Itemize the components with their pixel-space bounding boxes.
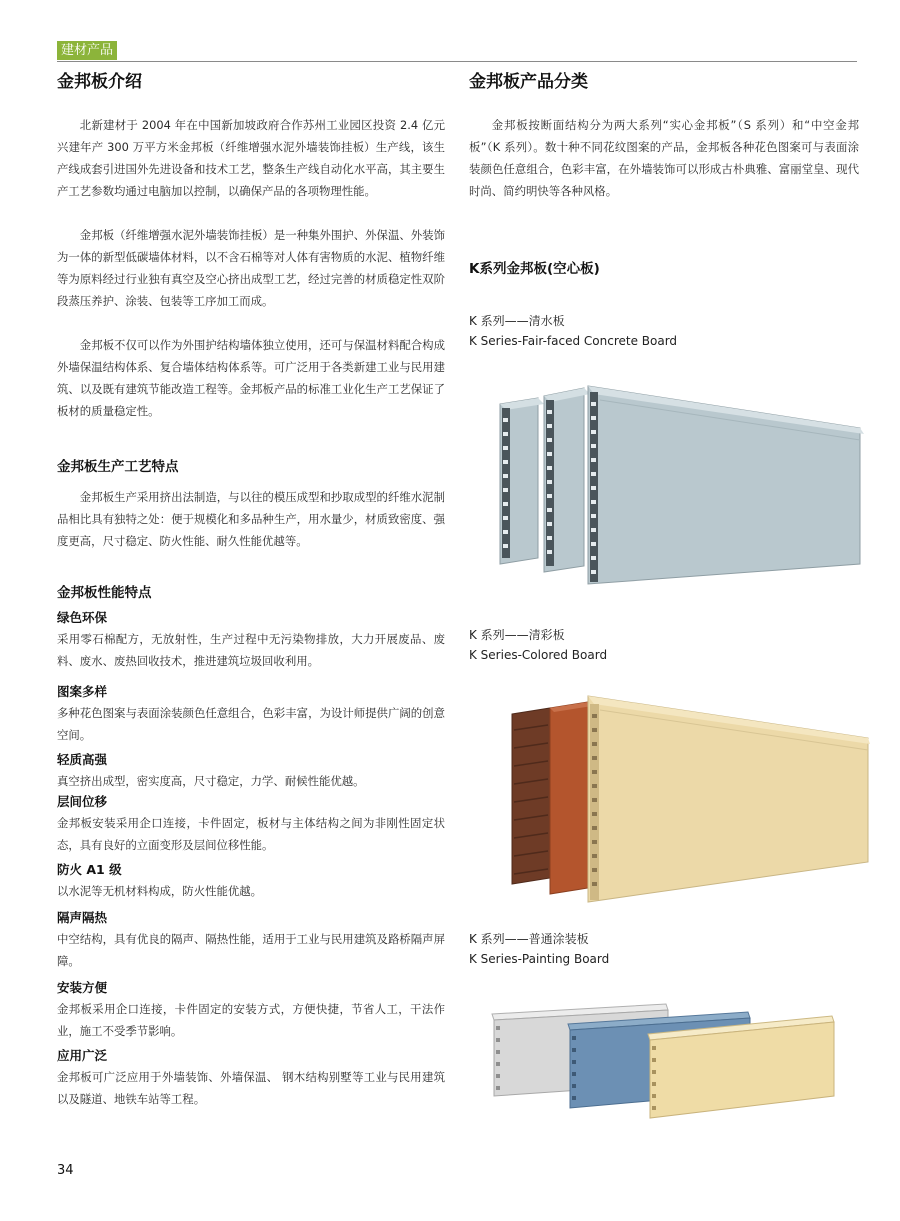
feature-title: 安装方便 — [57, 980, 108, 995]
feature-title: 防火 A1 级 — [57, 862, 122, 877]
process-paragraph: 金邦板生产采用挤出法制造，与以往的模压成型和抄取成型的纤维水泥制品相比具有独特之处：便于规模化和多品种生产，用水量少，材质致密度、强度更高，尺寸稳定、防火性能、耐久性能优越等。 — [57, 490, 445, 548]
product-name-en: K Series-Painting Board — [469, 952, 610, 966]
category-title: 金邦板产品分类 — [469, 72, 588, 92]
performance-title: 金邦板性能特点 — [57, 585, 152, 601]
board-panel — [588, 696, 870, 902]
product-name-en: K Series-Fair-faced Concrete Board — [469, 334, 678, 348]
feature-item — [57, 608, 445, 672]
product-name-en: K Series-Colored Board — [469, 648, 608, 662]
product-name-cn: K 系列——普通涂装板 — [469, 932, 589, 946]
board-panel — [512, 708, 550, 884]
intro-paragraph-2: 金邦板（纤维增强水泥外墙装饰挂板）是一种集外围护、外保温、外装饰为一体的新型低碳墙体材料，以不含石棉等对人体有害物质的水泥、植物纤维等为原料经过行业独有真空及空心挤出成型工艺，经过完善的材质稳定性双阶段蒸压养护、涂装、包装等工序加工而成。 — [57, 228, 445, 308]
fair-faced-board-illustration — [490, 378, 870, 590]
colored-board-illustration — [508, 692, 873, 904]
page-number: 34 — [57, 1163, 74, 1178]
feature-text: 真空挤出成型，密实度高，尺寸稳定，力学、耐候性能优越。 — [57, 774, 365, 788]
feature-item — [57, 978, 445, 1042]
feature-text: 以水泥等无机材料构成，防火性能优越。 — [57, 884, 263, 898]
feature-title: 轻质高强 — [57, 752, 108, 767]
feature-text: 多种花色图案与表面涂装颜色任意组合，色彩丰富，为设计师提供广阔的创意空间。 — [57, 706, 445, 742]
painting-board-illustration — [488, 1000, 838, 1122]
feature-text: 金邦板安装采用企口连接，卡件固定，板材与主体结构之间为非刚性固定状态，具有良好的立面变形及层间位移性能。 — [57, 816, 445, 852]
feature-title: 应用广泛 — [57, 1048, 108, 1063]
product-caption-colored — [469, 625, 607, 665]
feature-text: 中空结构，具有优良的隔声、隔热性能，适用于工业与民用建筑及路桥隔声屏障。 — [57, 932, 445, 968]
board-panel — [500, 398, 544, 564]
intro-paragraph-1: 北新建材于 2004 年在中国新加坡政府合作苏州工业园区投资 2.4 亿元兴建年产 300 万平方米金邦板（纤维增强水泥外墙装饰挂板）生产线，该生产线成套引进国外先进设备和技术工艺，整条生产线自动化水平高，其主要生产工艺参数均通过电脑加以控制，以确保产品的各项物理性能。 — [57, 118, 445, 198]
header-bar — [57, 41, 857, 62]
feature-item — [57, 860, 445, 902]
process-title: 金邦板生产工艺特点 — [57, 459, 179, 475]
feature-item — [57, 792, 445, 856]
intro-title: 金邦板介绍 — [57, 72, 142, 92]
feature-item — [57, 1046, 445, 1110]
product-name-cn: K 系列——清水板 — [469, 314, 565, 328]
product-name-cn: K 系列——清彩板 — [469, 628, 565, 642]
right-column — [469, 64, 859, 280]
feature-text: 采用零石棉配方，无放射性，生产过程中无污染物排放，大力开展废品、废料、废水、废热回收技术，推进建筑垃圾回收利用。 — [57, 632, 445, 668]
intro-paragraph-3: 金邦板不仅可以作为外围护结构墙体独立使用，还可与保温材料配合构成外墙保温结构体系、复合墙体结构体系等。可广泛用于各类新建工业与民用建筑、以及既有建筑节能改造工程等。金邦板产品的标准工业化生产工艺保证了板材的质量稳定性。 — [57, 338, 445, 418]
feature-title: 图案多样 — [57, 684, 108, 699]
feature-text: 金邦板可广泛应用于外墙装饰、外墙保温、 钢木结构别墅等工业与民用建筑以及隧道、地铁车站等工程。 — [57, 1070, 445, 1106]
feature-title: 绿色环保 — [57, 610, 108, 625]
feature-title: 层间位移 — [57, 794, 108, 809]
feature-item — [57, 682, 445, 746]
category-tag: 建材产品 — [57, 41, 117, 60]
feature-item — [57, 908, 445, 972]
feature-title: 隔声隔热 — [57, 910, 108, 925]
board-panel — [550, 702, 592, 894]
board-panel — [588, 386, 864, 584]
product-caption-painting — [469, 929, 609, 969]
k-series-title: K系列金邦板(空心板) — [469, 261, 600, 277]
feature-text: 金邦板采用企口连接，卡件固定的安装方式，方便快捷，节省人工，干法作业，施工不受季节影响。 — [57, 1002, 445, 1038]
left-column — [57, 64, 445, 1110]
category-paragraph: 金邦板按断面结构分为两大系列“实心金邦板”（S 系列）和“中空金邦板”（K 系列）。数十种不同花纹图案的产品，金邦板各种花色图案可与表面涂装颜色任意组合，色彩丰富，在外墙装饰可以形成古朴典雅、富丽堂皇、现代时尚、简约明快等各种风格。 — [469, 118, 859, 198]
product-caption-fair-faced — [469, 311, 677, 351]
board-panel — [648, 1016, 834, 1118]
feature-item — [57, 750, 445, 792]
